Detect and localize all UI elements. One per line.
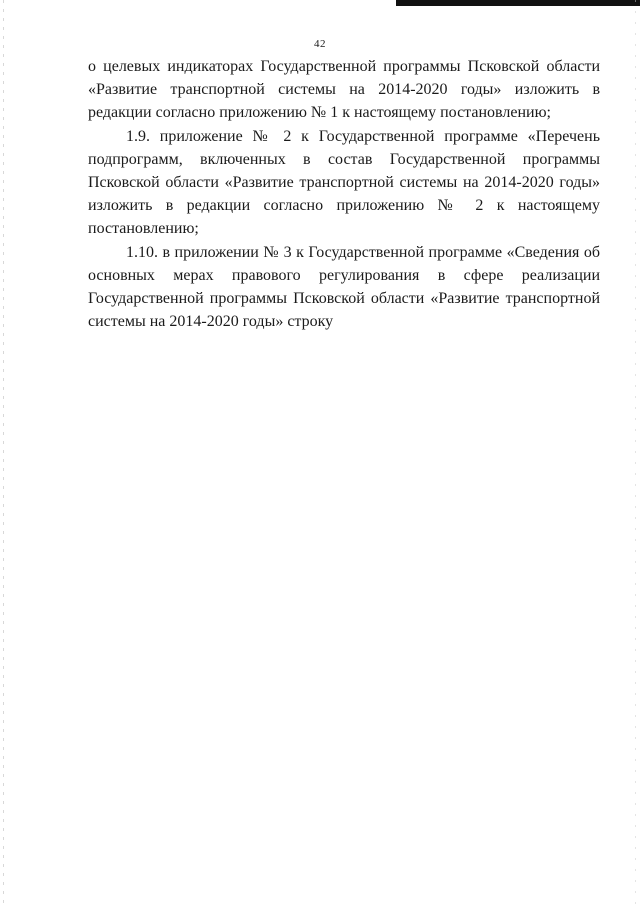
page-number: 42: [314, 38, 326, 50]
scan-top-mark: [396, 0, 640, 6]
paragraph-continuation: о целевых индикаторах Государственной программы Псковской области «Развитие транспортной системы на 2014-2020 годы» изложить в редакции согласно приложению № 1 к настоящему постановлению;: [88, 58, 600, 122]
paragraph-item-1-9: 1.9. приложение № 2 к Государственной программе «Перечень подпрограмм, включенных в состав Государственной программы Псковской области «Развитие транспортной системы на 2014-2020 годы» изложить в редакции согласно приложению № 2 к настоящему постановлению;: [88, 127, 600, 238]
scan-right-edge: [635, 0, 636, 905]
body-text: [88, 55, 600, 333]
paragraph-item-1-10: 1.10. в приложении № 3 к Государственной программе «Сведения об основных мерах правового регулирования в сфере реализации Государственной программы Псковской области «Развитие транспортной системы на 2014-2020 годы» строку: [88, 243, 600, 331]
scan-left-edge: [3, 0, 4, 905]
